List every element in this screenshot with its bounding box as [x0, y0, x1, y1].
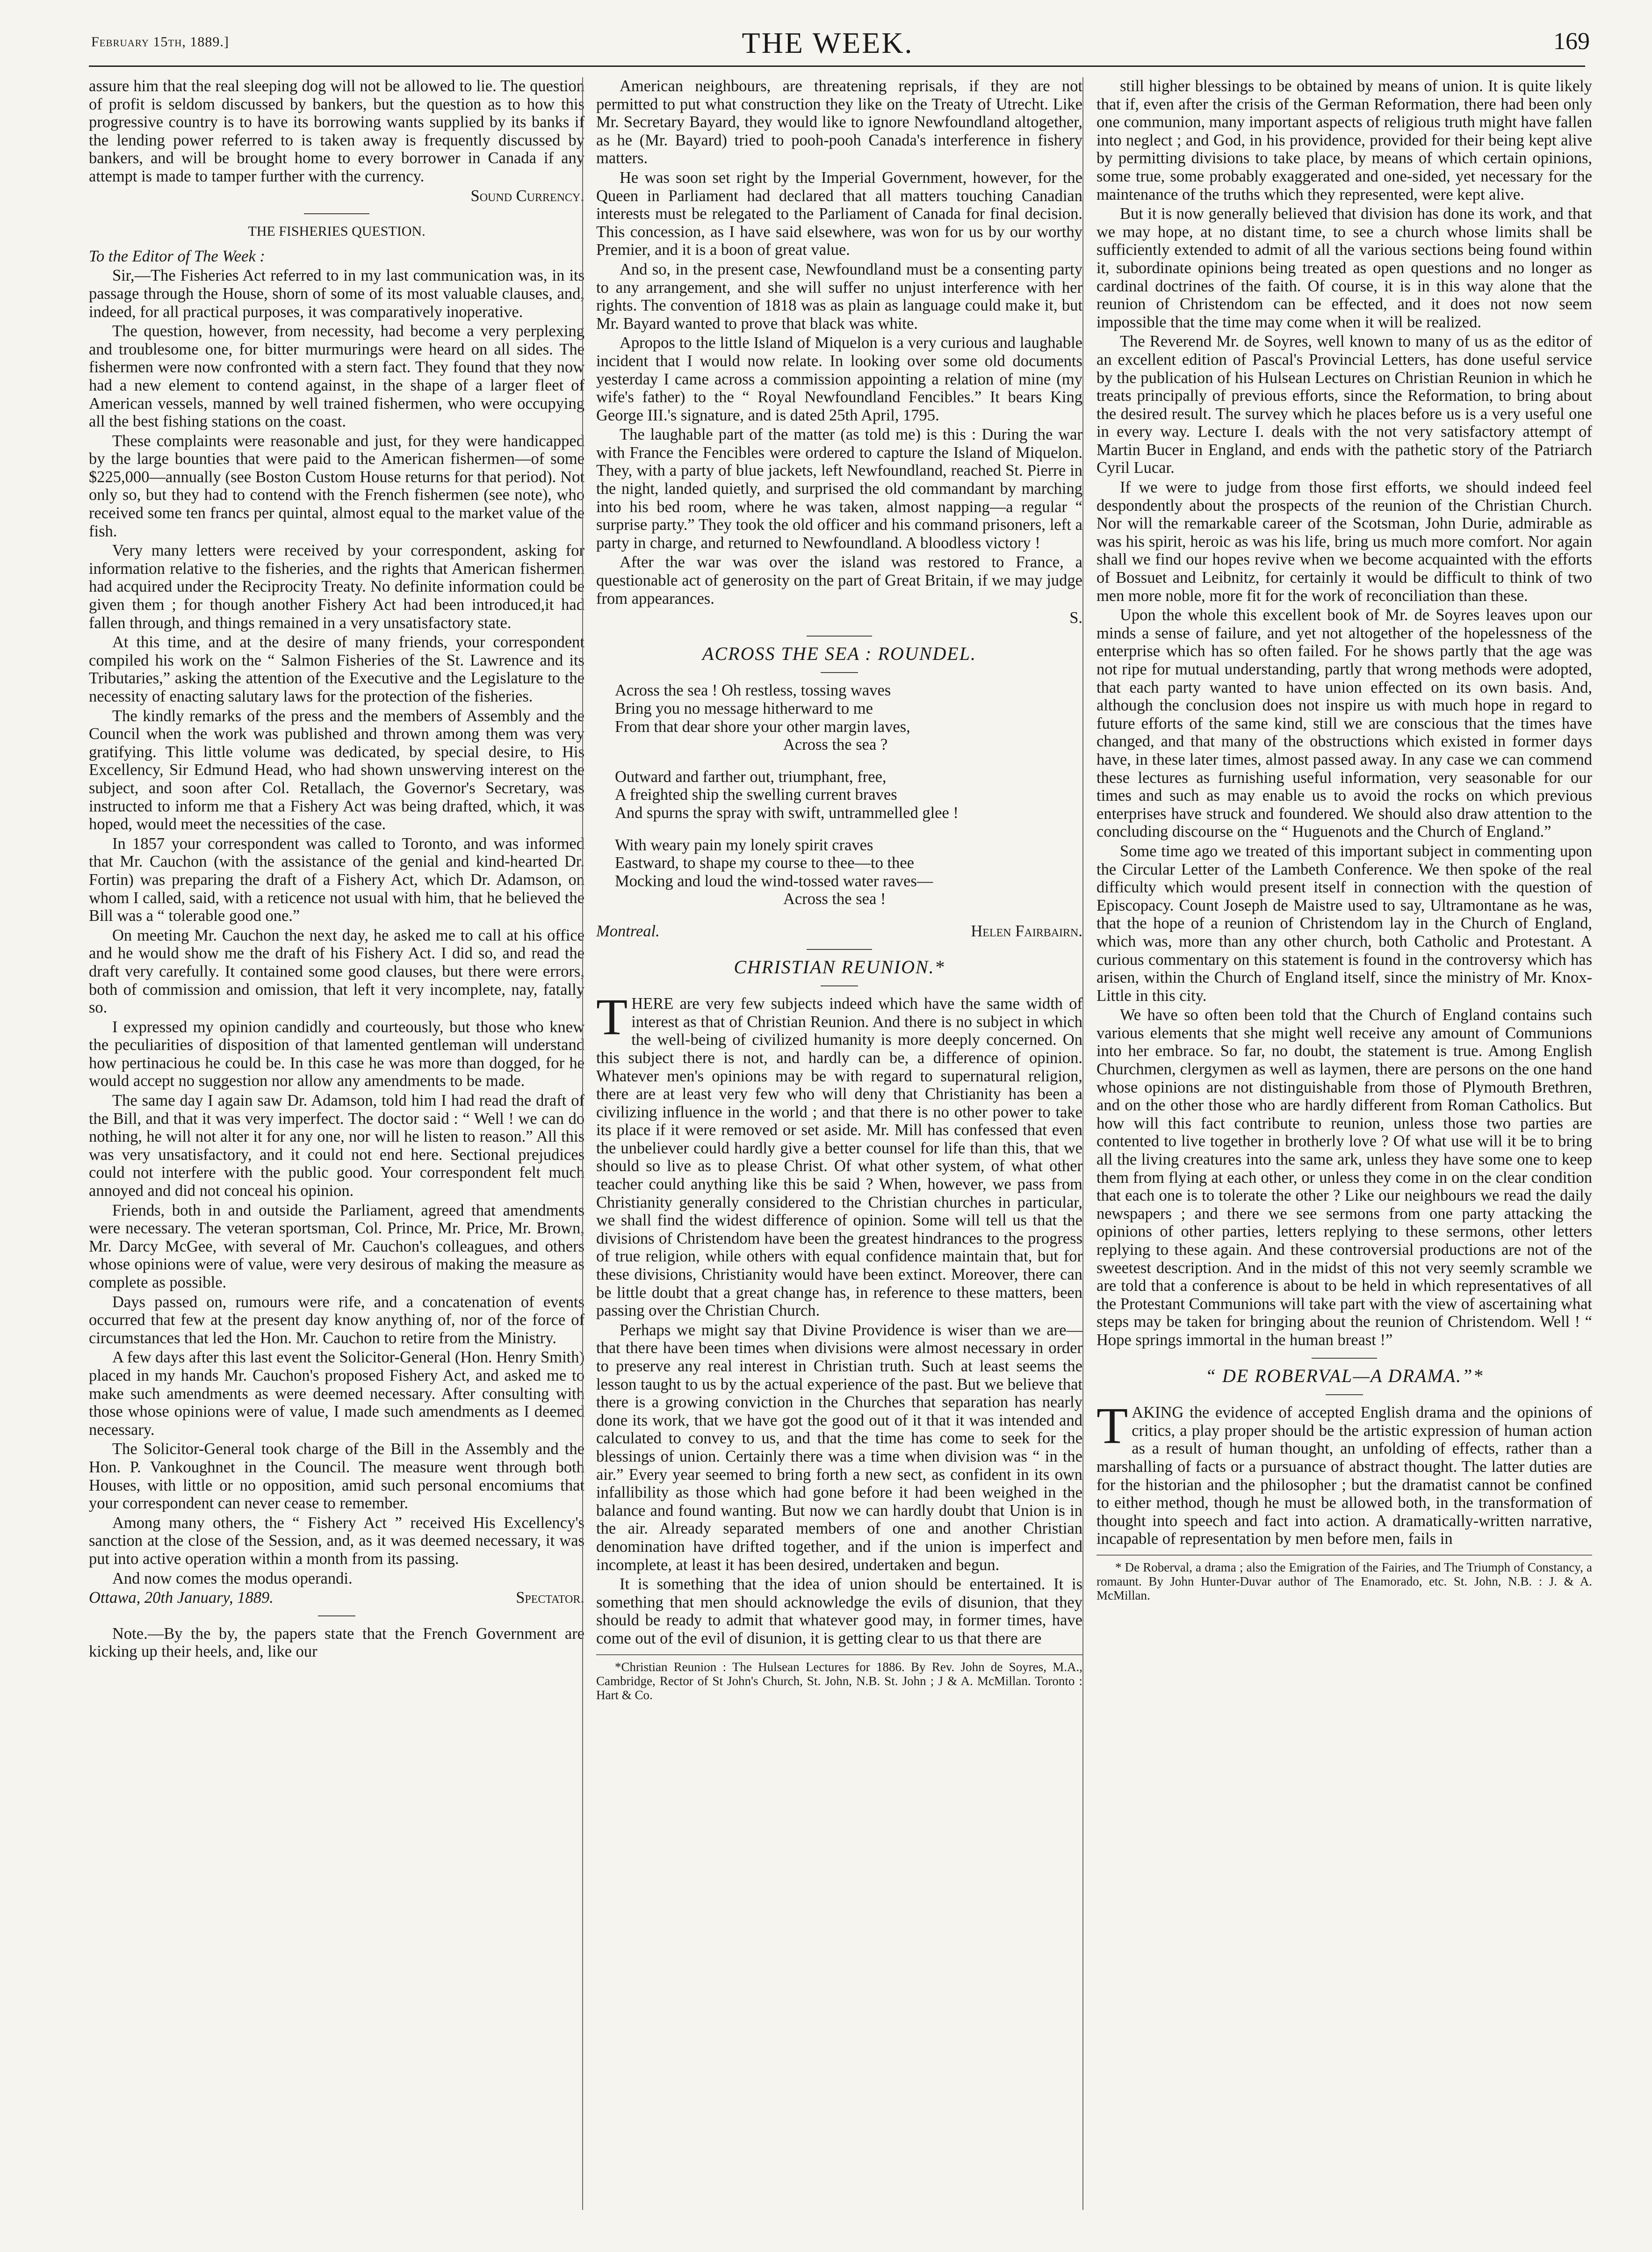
divider [807, 949, 872, 950]
paragraph: A few days after this last event the Solicitor-General (Hon. Henry Smith) placed in my hands Mr. Cauchon's proposed Fishery Act, and asked me to make such amendments as were deemed necessary. After consulting with those whose opinions were of value, I made such amendments as I deemed necessary. [89, 1348, 584, 1439]
dateline-signature: Spectator. [516, 1589, 584, 1607]
fisheries-letter-continued [596, 77, 1082, 608]
divider [304, 213, 369, 214]
paragraph: And now comes the modus operandi. [112, 1569, 353, 1587]
paragraph: The kindly remarks of the press and the members of Assembly and the Council when the work was published and thrown among them was very gratifying. This little volume was dedicated, by special desire, to His Excellency, Sir Edmund Head, who had shown unswerving interest on the subject, and soon after Col. Retallach, the Governor's Secretary, was instructed to inform me that a Fishery Act was being drafted, which, it was hoped, would meet the necessities of the case. [89, 707, 584, 833]
drama-footnote: * De Roberval, a drama ; also the Emigration of the Fairies, and The Triumph of Constancy, a romaunt. By John Hunter-Duvar author of The Enamorado, etc. St. John, N.B. : J. & A. McMillan. [1097, 1555, 1592, 1602]
divider [807, 636, 872, 637]
drama-title: “ DE ROBERVAL—A DRAMA.”* [1205, 1365, 1484, 1386]
paragraph: At this time, and at the desire of many friends, your correspondent compiled his work on the “ Salmon Fisheries of the St. Lawrence and its Tributaries,” asking the attention of the Executive and the Legislature to the necessity of enacting salutary laws for the protection of the fisheries. [89, 633, 584, 705]
poem-stanza [615, 768, 1082, 822]
paragraph: Among many others, the “ Fishery Act ” received His Excellency's sanction at the close of the Session, and, as it was deemed necessary, it was put into active operation within a month from its passing. [89, 1513, 584, 1568]
paragraph: The same day I again saw Dr. Adamson, told him I had read the draft of the Bill, and that it was very imperfect. The doctor said : “ Well ! we can do nothing, he will not alter it for any one, nor will he listen to reason.” All this was very unsatisfactory, and it could not end here. Sectional prejudices could not interfere with the public good. Your correspondent felt much annoyed and did not conceal his opinion. [89, 1092, 584, 1200]
poem-stanza [615, 836, 1082, 908]
fisheries-note: Note.—By the by, the papers state that the French Government are kicking up their heels, and, like our [89, 1624, 584, 1661]
fisheries-letter [89, 267, 584, 1587]
poem-line: Across the sea ! Oh restless, tossing waves [615, 681, 891, 700]
paragraph: THERE are very few subjects indeed which have the same width of interest as that of Christian Reunion. And there is no subject in which the well-being of civilized humanity is more deeply concerned. On this subject there is not, and hardly can be, a difference of opinion. Whatever men's opinions may be with regard to supernatural religion, there are at least very few who will deny that Christianity has been a civilizing influence in the world ; and that there is no other power to take its place if it were removed or set aside. Mr. Mill has confessed that even the unbeliever could hardly give a better counsel for life than this, that we should so live as to please Christ. Of what other system, of what other teacher could anything like this be said ? When, however, we pass from Christianity generally considered to the Christian churches in particular, we shall find the widest difference of opinion. Some will tell us that the divisions of Christendom have been the greatest hindrances to the progress of true religion, while others with equal confidence maintain that, but for these divisions, Christianity would have been extinct. Moreover, there can be little doubt that a great change has, in reference to these matters, been passing over the Christian Church. [596, 988, 1082, 1320]
column-1 [89, 77, 584, 2210]
paragraph: Very many letters were received by your correspondent, asking for information relative to the fisheries, and the rights that American fishermen had acquired under the Reciprocity Treaty. No definite information could be given them ; for though another Fishery Act had been introduced,it had fallen through, and things remained in a very unsatisfactory state. [89, 542, 584, 632]
christian-reunion-continued [1097, 77, 1592, 1349]
column-3 [1082, 77, 1592, 2210]
paragraph: The Solicitor-General took charge of the Bill in the Assembly and the Hon. P. Vankoughnet in the Council. The measure went through both Houses, with little or no opposition, amid such personal encomiums that your correspondent can never cease to remember. [89, 1440, 584, 1513]
poem-line: Eastward, to shape my course to thee—to thee [615, 854, 914, 872]
dateline-place: Ottawa, 20th January, 1889. [89, 1589, 274, 1607]
currency-signature: Sound Currency. [470, 187, 584, 205]
poem-body [615, 681, 1082, 908]
paragraph: Sir,—The Fisheries Act referred to in my last communication was, in its passage through the House, shorn of some of its most valuable clauses, and, indeed, for all practical purposes, it was comparatively inoperative. [89, 267, 584, 321]
essay-title: CHRISTIAN REUNION.* [734, 956, 945, 978]
divider [821, 985, 858, 986]
paragraph: In 1857 your correspondent was called to Toronto, and was informed that Mr. Cauchon (with the assistance of the genial and kind-hearted Dr. Fortin) was preparing the draft of a Fishery Act, which Dr. Adamson, on whom I called, said, with a reticence not usual with him, that he believed the Bill was a “ tolerable good one.” [89, 834, 584, 925]
poem-title: ACROSS THE SEA : ROUNDEL. [702, 643, 976, 664]
fisheries-heading: THE FISHERIES QUESTION. [248, 224, 426, 239]
paragraph: I expressed my opinion candidly and courteously, but those who knew the peculiarities of disposition of that lamented gentleman will understand how pertinacious he could be. In this case he was more than dogged, for he would accept no suggestion nor allow any amendments to be made. [89, 1018, 584, 1090]
essay-footnote: *Christian Reunion : The Hulsean Lectures for 1886. By Rev. John de Soyres, M.A., Cambridge, Rector of St John's Church, St. John, N.B. St. John ; J & A. McMillan. Toronto : Hart & Co. [596, 1654, 1082, 1702]
poem-line: A freighted ship the swelling current braves [615, 786, 897, 804]
page-header [56, 26, 1599, 63]
paragraph: Apropos to the little Island of Miquelon is a very curious and laughable incident that I would now relate. In looking over some old documents yesterday I came across a commission appointing a relation of mine (my wife's father) to the “ Royal Newfoundland Fencibles.” It bears King George III.'s signature, and is dated 25th April, 1795. [596, 334, 1082, 424]
paragraph: The laughable part of the matter (as told me) is this : During the war with France the Fencibles were ordered to capture the Island of Miquelon. They, with a party of blue jackets, left Newfoundland, reached St. Pierre in the night, landed quietly, and surprised the old commandant by marching into his bed room, where he was taken, almost napping—a regular “ surprise party.” They took the old officer and his command prisoners, left a party in charge, and returned to Newfoundland. A bloodless victory ! [596, 426, 1082, 552]
header-rule [89, 65, 1585, 67]
poem-line: From that dear shore your other margin laves, [615, 717, 910, 736]
paragraph: Days passed on, rumours were rife, and a concatenation of events occurred that few at the present day know anything of, nor of the force of circumstances that led the Hon. Mr. Cauchon to retire from the Ministry. [89, 1293, 584, 1347]
paragraph: Friends, both in and outside the Parliament, agreed that amendments were necessary. The veteran sportsman, Col. Prince, Mr. Price, Mr. Brown, Mr. Darcy McGee, with several of Mr. Cauchon's colleagues, and others whose opinions were of value, were very desirous of making the measure as complete as possible. [89, 1201, 584, 1291]
drama-review: TAKING the evidence of accepted English drama and the opinions of critics, a play proper should be the artistic expression of human action as a result of human thought, an unfolding of effects, rather than a marshalling of facts or a pursuance of abstract thought. The latter duties are for the historian and the philosopher ; but the dramatist cannot be confined to either method, though he must be allowed both, in the transformation of thought into speech and fact into action. A dramatically-written narrative, incapable of representation by men before men, fails in [1097, 1397, 1592, 1548]
paragraph: These complaints were reasonable and just, for they were handicapped by the large bounties that were paid to the American fishermen—of some $225,000—annually (see Boston Custom House returns for that period). Not only so, but they had to contend with the French fishermen (see note), who received some ten francs per quintal, almost equal to the market value of the fish. [89, 432, 584, 540]
paragraph: The Reverend Mr. de Soyres, well known to many of us as the editor of an excellent edition of Pascal's Provincial Letters, has done useful service by the publication of his Hulsean Lectures on Christian Reunion in which he treats principally of previous efforts, since the Reformation, to bring about the desired result. The survey which he places before us is a very useful one in every way. Lecture I. deals with the not very satisfactory attempt of Martin Bucer in England, and ends with the pathetic story of the Patriarch Cyril Lucar. [1097, 333, 1592, 477]
paragraph: Upon the whole this excellent book of Mr. de Soyres leaves upon our minds a sense of failure, and yet not altogether of the hopelessness of the enterprise which has so often failed. For he shows partly that the age was not ripe for mutual understanding, partly that wrong methods were adopted, that each party wanted to have union effected on its own basis. And, although the conclusion does not inspire us with much hope in regard to future efforts of the same kind, still we are conscious that the times have changed, and that many of the obstructions which existed in former days have, in these later times, almost passed away. In any case we can commend these lectures as furnishing useful information, very seasonable for our times and such as may enable us to avoid the rocks on which previous enterprises have struck and foundered. We should also draw attention to the concluding discourse on the “ Huguenots and the Church of England.” [1097, 606, 1592, 841]
letter-signature: S. [1069, 609, 1082, 627]
poem-line: Across the sea ? [783, 736, 888, 754]
fisheries-dateline [89, 1589, 584, 1607]
currency-letter-end: assure him that the real sleeping dog will not be allowed to lie. The question of profit is seldom discussed by bankers, but the question as to how this progressive country is to have its borrowing wants supplied by its banks if the lending power referred to is taken away is frequently discussed by bankers, and will be brought home to every borrower in Canada if any attempt is made to tamper further with the currency. [89, 77, 584, 185]
header-date: February 15th, 1889.] [91, 34, 229, 50]
poem-signature [596, 922, 1082, 941]
paragraph: It is something that the idea of union should be entertained. It is something that men should acknowledge the evils of disunion, that they should be ready to admit that whatever good may, in former times, have come out of the evil of disunion, it is getting clear to us that there are [596, 1575, 1082, 1647]
poem-line: And spurns the spray with swift, untrammelled glee ! [615, 804, 959, 822]
paragraph: American neighbours, are threatening reprisals, if they are not permitted to put what construction they like on the Treaty of Utrecht. Like Mr. Secretary Bayard, they would like to ignore Newfoundland altogether, as he (Mr. Bayard) tried to pooh-pooh Canada's interference in fishery matters. [596, 77, 1082, 167]
poem-line: Across the sea ! [783, 890, 886, 908]
paragraph: If we were to judge from those first efforts, we should indeed feel despondently about the prospects of the reunion of the Christian Church. Nor will the remarkable career of the Scotsman, John Durie, admirable as was his spirit, heroic as was his life, bring us much more comfort. Nor again shall we find our hopes revive when we become acquainted with the efforts of Bossuet and Leibnitz, for certainly it would be difficult to think of two men more noble, more fit for the work of reconciliation than these. [1097, 478, 1592, 605]
divider [1312, 1358, 1377, 1359]
poem-place: Montreal. [596, 922, 660, 940]
poem-line: Bring you no message hitherward to me [615, 700, 873, 717]
poem-author: Helen Fairbairn. [971, 922, 1082, 940]
christian-reunion-essay [596, 988, 1082, 1647]
paragraph: But it is now generally believed that division has done its work, and that we may hope, at no distant time, to see a church whose limits shall be sufficiently extended to admit of all the various sections being found within it, subordinate opinions being treated as open questions and no longer as cardinal doctrines of the faith. Of course, it is in this way alone that the reunion of Christendom can be effected, and it does not now seem impossible that the time may come when it will be realized. [1097, 205, 1592, 331]
paragraph: After the war was over the island was restored to France, a questionable act of generosity on the part of Great Britain, if we may judge from appearances. [596, 553, 1082, 608]
paragraph: On meeting Mr. Cauchon the next day, he asked me to call at his office and he would show me the draft of his Fishery Act. I did so, and read the draft very carefully. It contained some good clauses, but there were errors, both of commission and omission, that left it very incomplete, nay, fatally so. [89, 926, 584, 1017]
poem-line: Outward and farther out, triumphant, free, [615, 768, 887, 786]
poem-line: With weary pain my lonely spirit craves [615, 836, 873, 854]
paragraph: And so, in the present case, Newfoundland must be a consenting party to any arrangement, and she will suffer no unjust interference with her rights. The convention of 1818 was as plain as language could make it, but Mr. Bayard wanted to prove that black was white. [596, 260, 1082, 333]
divider [821, 672, 858, 673]
paragraph: Perhaps we might say that Divine Providence is wiser than we are—that there have been times when divisions were almost necessary in order to preserve any real interest in Christian truth. Such at least seems the lesson taught to us by the actual experience of the past. But we believe that there is a growing conviction in the Churches that separation has nearly done its work, that we have got the good out of it that it was intended and calculated to convey to us, and that the time has come to seek for the blessings of union. Certainly there was a time when division was “ in the air.” Every year seemed to bring forth a new sect, as confident in its own infallibility as those which had gone before it had been weighed in the balance and found wanting. But now we can hardly doubt that Union is in the air. Already separated members of one and another Christian denomination have drifted together, and if the union is imperfect and incomplete, at least it has been desired, undertaken and begun. [596, 1321, 1082, 1574]
paragraph: The question, however, from necessity, had become a very perplexing and troublesome one, for bitter murmurings were heard on all sides. The fishermen were now confronted with a stern fact. They found that they now had a new element to contend against, in the shape of a larger fleet of American vessels, manned by well trained fishermen, who were occupying all the best fishing stations on the coast. [89, 322, 584, 431]
divider [1326, 1394, 1363, 1395]
poem-stanza [615, 681, 1082, 753]
paragraph: Some time ago we treated of this important subject in commenting upon the Circular Letter of the Lambeth Conference. We then spoke of the real difficulty which would present itself in connection with the question of Episcopacy. Count Joseph de Maistre used to say, Ultramontane as he was, that the hope of a reunion of Christendom lay in the Church of England, which was, more than any other church, both Catholic and Protestant. A curious commentary on this statement is found in the controversy which has arisen, within the Church of England itself, since the ministry of Mr. Knox-Little in this city. [1097, 842, 1592, 1005]
paragraph: We have so often been told that the Church of England contains such various elements that she might well receive any amount of Communions into her embrace. So far, no doubt, the statement is true. Among English Churchmen, clergymen as well as laymen, there are persons on the one hand whose opinions are not distinguishable from those of Plymouth Brethren, and on the other those who are hardly different from Roman Catholics. But how will this fact contribute to reunion, unless those two parties are contented to live together in brotherly love ? Of what use will it be to bring all the living creatures into the same ark, unless they have some one to keep them from flying at each other, or unless they come in on the clear condition that each one is to tolerate the other ? Like our neighbours we read the daily newspapers ; and there we see sermons from one party attacking the opinions of other parties, letters replying to these sermons, other letters replying to these again. And these controversial productions are not of the sweetest description. And in the midst of this not very seemly scramble we are told that a conference is about to be held in which representatives of all the Protestant Communions will take part with the view of ascertaining what steps may be taken for bringing about the reunion of Christendom. Well ! “ Hope springs immortal in the human breast !” [1097, 1006, 1592, 1349]
column-2 [582, 77, 1082, 2210]
header-title: THE WEEK. [742, 26, 914, 59]
salutation: To the Editor of The Week : [89, 247, 265, 265]
divider [318, 1615, 355, 1616]
paragraph: He was soon set right by the Imperial Government, however, for the Queen in Parliament had declared that all matters touching Canadian interests must be relegated to the Parliament of Canada for final decision. This concession, as I have said elsewhere, was won for us by our worthy Premier, and it is a boon of great value. [596, 168, 1082, 259]
paragraph: still higher blessings to be obtained by means of union. It is quite likely that if, even after the crisis of the German Reformation, there had been only one communion, many important aspects of religious truth might have fallen into neglect ; and God, in his providence, provided for their being kept alive by permitting divisions to take place, by means of which certain opinions, some true, some probably exaggerated and one-sided, yet necessary for the maintenance of the truths which they represented, were kept alive. [1097, 77, 1592, 203]
header-page-number: 169 [1553, 28, 1590, 55]
poem-line: Mocking and loud the wind-tossed water raves— [615, 872, 933, 890]
